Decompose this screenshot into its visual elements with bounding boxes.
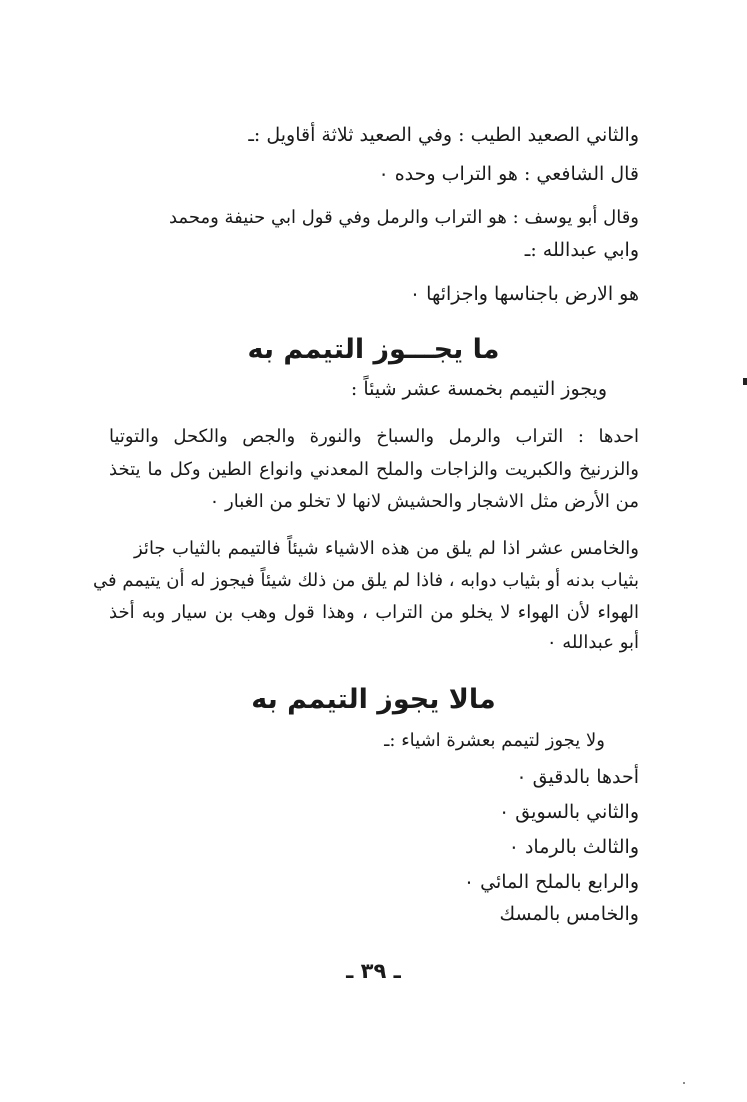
section-1-para-1-line-2: والزرنيخ والكبريت والزاجات والملح المعدني وانواع الطين وكل ما يتخذ [109,459,639,480]
section-2-item-5: والخامس بالمسك [499,903,639,925]
section-2-item-1: أحدها بالدقيق ٠ [516,766,639,788]
section-2-item-2: والثاني بالسويق ٠ [499,801,639,823]
section-1-para-2-line-3: الهواء لأن الهواء لا يخلو من التراب ، وهذا قول وهب بن سيار وبه أخذ [109,602,639,623]
section-1-para-1-line-3: من الأرض مثل الاشجار والحشيش لانها لا تخلو من الغبار ٠ [209,491,639,512]
scan-speck [683,1082,685,1084]
section-heading-1: ما يجـــوز التيمم به [247,334,500,365]
intro-line-4: وابي عبدالله :ـ [524,239,639,261]
section-1-para-1-line-1: احدها : التراب والرمل والسباخ والنورة والجص والكحل والتوتيا [109,426,639,447]
section-1-para-2-line-2: بثياب بدنه أو بثياب دوابه ، فاذا لم يلق من ذلك شيئاً فيجوز له أن يتيمم في [92,570,639,591]
section-2-intro: ولا يجوز لتيمم بعشرة اشياء :ـ [384,730,605,751]
section-heading-2: مالا يجوز التيمم به [251,684,496,715]
section-2-item-4: والرابع بالملح المائي ٠ [463,871,639,893]
section-1-para-2-line-1: والخامس عشر اذا لم يلق من هذه الاشياء شيئاً فالتيمم بالثياب جائز [134,538,639,559]
section-1-para-2-line-4: أبو عبدالله ٠ [546,632,639,653]
section-1-intro: ويجوز التيمم بخمسة عشر شيئاً : [350,378,607,400]
section-2-item-3: والثالث بالرماد ٠ [508,836,639,858]
scan-edge-mark [743,378,747,385]
page-number: ـ ٣٩ ـ [346,959,401,983]
intro-line-1: والثاني الصعيد الطيب : وفي الصعيد ثلاثة أقاويل :ـ [248,124,639,146]
intro-line-3: وقال أبو يوسف : هو التراب والرمل وفي قول ابي حنيفة ومحمد [168,207,639,228]
intro-line-2: قال الشافعي : هو التراب وحده ٠ [378,163,639,185]
intro-line-5: هو الارض باجناسها واجزائها ٠ [409,283,639,305]
